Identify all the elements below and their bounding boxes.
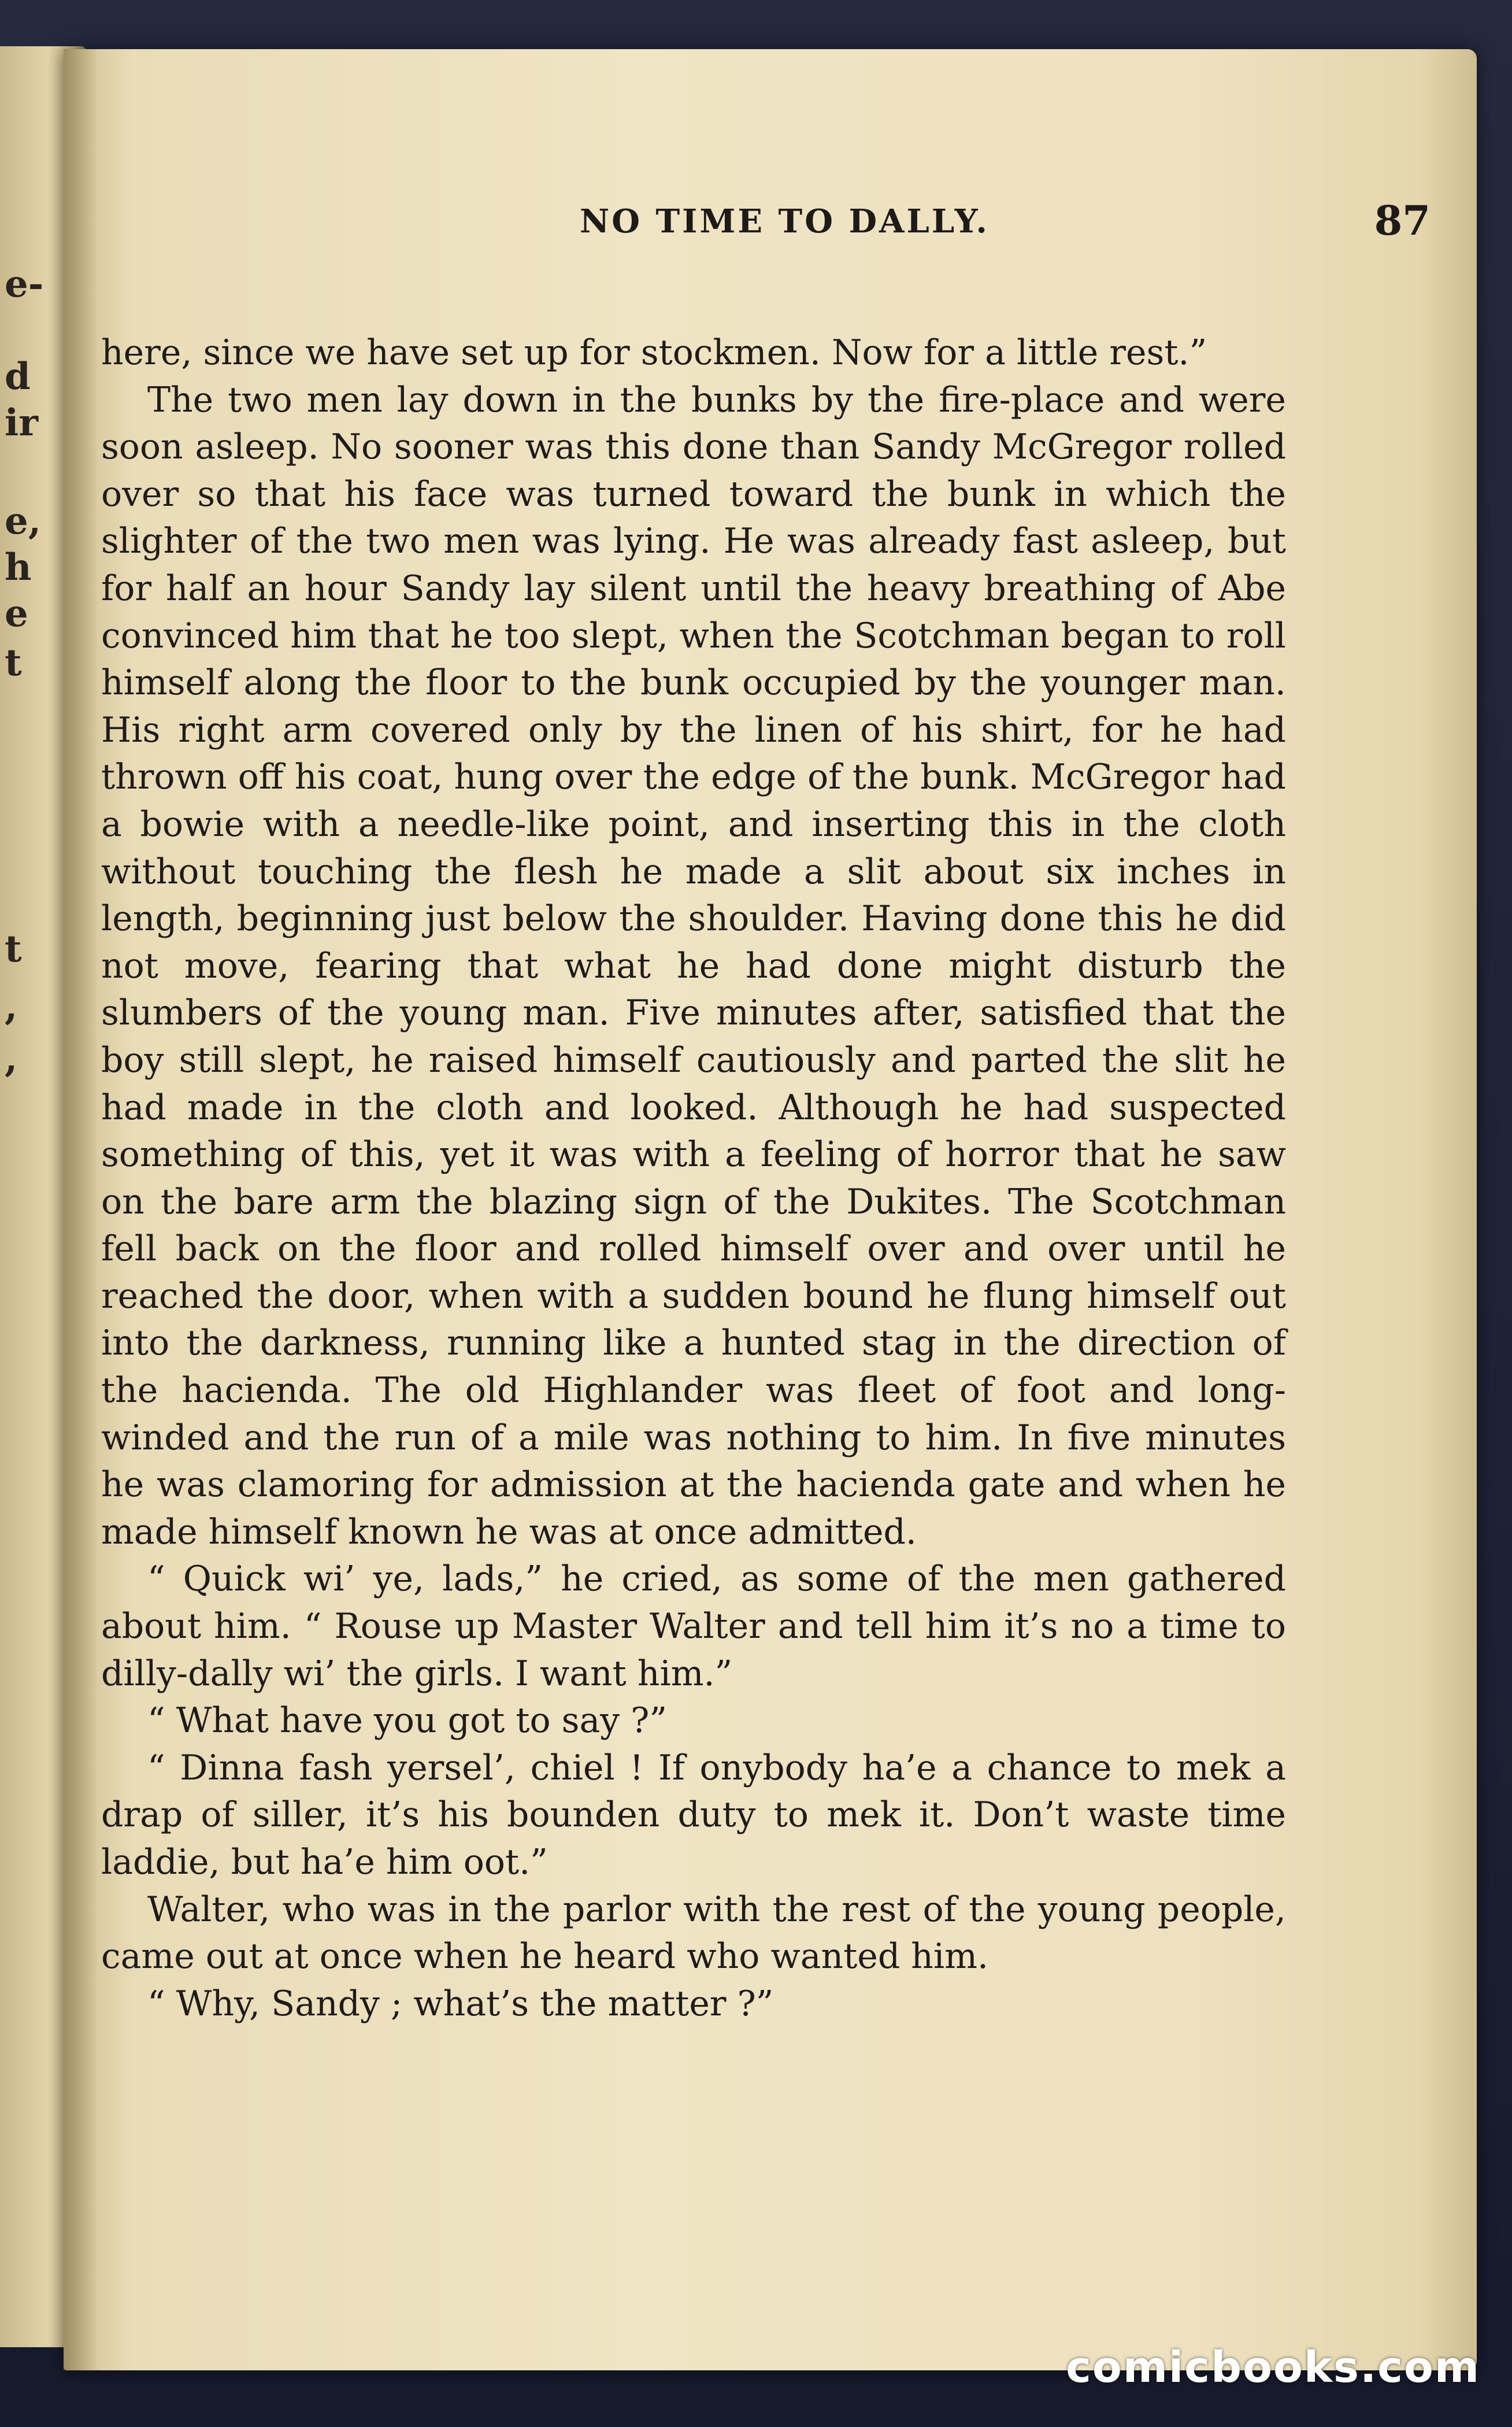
prev-page-fragment: , [5, 985, 18, 1028]
prev-page-fragment: d [5, 355, 31, 398]
prev-page-fragment: e, [5, 500, 41, 543]
page-gutter-shadow [64, 49, 98, 2370]
book-page [64, 49, 1477, 2370]
prev-page-fragment: , [5, 1037, 18, 1081]
paragraph: here, since we have set up for stockmen. Now for a little rest.” [101, 332, 1207, 373]
prev-page-fragment: ir [5, 401, 39, 445]
prev-page-fragment: e- [5, 262, 44, 306]
paragraph: “ What have you got to say ?” [147, 1700, 668, 1741]
paragraph: “ Why, Sandy ; what’s the matter ?” [147, 1983, 774, 2024]
prev-page-fragment: e [5, 592, 28, 635]
body-text [101, 330, 1286, 2028]
page-header [139, 197, 1431, 254]
running-head: NO TIME TO DALLY. [580, 202, 990, 241]
prev-page-fragment: t [5, 927, 22, 971]
page-number: 87 [1374, 197, 1431, 245]
paragraph: “ Dinna fash yersel’, chiel ! If onybody ha’e a chance to mek a drap of siller, it’s his bounden duty to mek it. Don’t waste time laddie, but ha’e him oot.” [101, 1747, 1286, 1882]
prev-page-fragment: t [5, 641, 22, 685]
watermark-logo: comicbooks.com [1066, 2343, 1480, 2392]
paragraph: The two men lay down in the bunks by the fire-place and were soon asleep. No sooner was this done than Sandy McGregor rolled over so that his face was turned toward the bunk in which the slighter of the two men was lying. He was already fast asleep, but for half an hour Sandy lay silent until the heavy breathing of Abe convinced him that he too slept, when the Scotchman began to roll himself along the floor to the bunk occupied by the younger man. His right arm covered only by the linen of his shirt, for he had thrown off his coat, hung over the edge of the bunk. McGregor had a bowie with a needle-like point, and inserting this in the cloth without touching the flesh he made a slit about six inches in length, beginning just below the shoulder. Having done this he did not move, fearing that what he had done might disturb the slumbers of the young man. Five minutes after, satisfied that the boy still slept, he raised himself cautiously and parted the slit he had made in the cloth and looked. Although he had suspected something of this, yet it was with a feeling of horror that he saw on the bare arm the blazing sign of the Dukites. The Scotchman fell back on the floor and rolled himself over and over until he reached the door, when with a sudden bound he flung himself out into the darkness, running like a hunted stag in the direction of the hacienda. The old Highlander was fleet of foot and long-winded and the run of a mile was nothing to him. In five minutes he was clamoring for admission at the hacienda gate and when he made himself known he was at once admitted. [101, 379, 1286, 1552]
paragraph: Walter, who was in the parlor with the rest of the young people, came out at once when he heard who wanted him. [101, 1889, 1286, 1977]
prev-page-fragment: h [5, 546, 32, 589]
paragraph: “ Quick wi’ ye, lads,” he cried, as some of the men gathered about him. “ Rouse up Master Walter and tell him it’s no a time to dilly-dally wi’ the girls. I want him.” [101, 1559, 1286, 1694]
